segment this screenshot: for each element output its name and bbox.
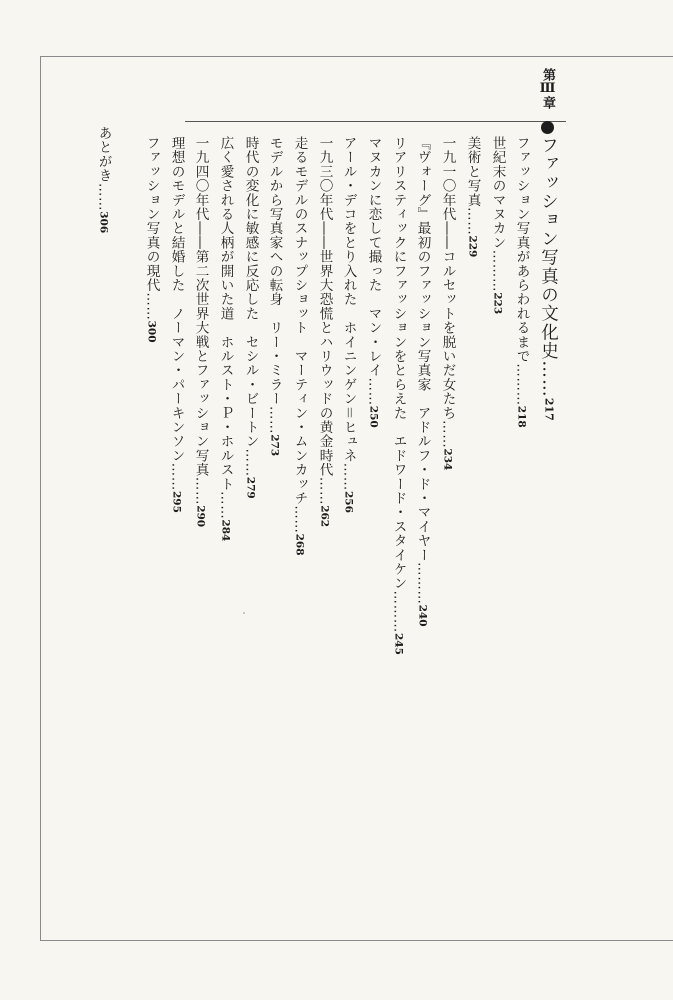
toc-entry[interactable]: [465, 136, 479, 257]
chapter-rule: [185, 121, 566, 122]
leader-dots: ……: [464, 207, 481, 236]
toc-entry[interactable]: [169, 136, 183, 513]
page-number: 245: [392, 633, 405, 655]
leader-dots: ………: [489, 249, 506, 293]
entry-title: 一九三〇年代――世界大恐慌とハリウッドの黄金時代: [316, 136, 333, 477]
paper-speck: [243, 612, 245, 614]
leader-dots: ……: [143, 292, 160, 321]
entry-title: 美術と写真: [464, 136, 481, 207]
leader-dots: ……: [340, 462, 357, 491]
leader-dots: ………: [513, 363, 530, 406]
entry-title: アール・デコをとり入れた ホイニンゲン＝ヒュネ: [340, 136, 357, 463]
entry-title: 理想のモデルと結婚した ノーマン・パーキンソン: [168, 136, 185, 463]
entry-title: ファッション写真の現代: [143, 136, 160, 293]
chapter-title-text: ファッション写真の文化史: [538, 136, 559, 361]
leader-dots: ……: [439, 420, 456, 449]
toc-afterword[interactable]: [96, 126, 110, 233]
left-rule: [40, 56, 41, 940]
page-number: 306: [97, 211, 110, 234]
toc-entry[interactable]: [144, 136, 158, 343]
page-number: 279: [244, 476, 257, 499]
page-number: 295: [170, 491, 183, 513]
leader-dots: ………: [414, 562, 431, 605]
chapter-title[interactable]: [539, 136, 557, 421]
entry-title: モデルから写真家への転身 リー・ミラー: [266, 136, 283, 406]
toc-entry[interactable]: [514, 136, 528, 428]
entry-title: 走るモデルのスナップショット マーティン・ムンカッチ: [291, 136, 308, 506]
page-number: 234: [441, 448, 454, 471]
page-number: 300: [145, 320, 158, 343]
page-number: 218: [515, 405, 528, 428]
page-number: 268: [293, 533, 306, 556]
toc-entry[interactable]: [193, 136, 207, 527]
leader-dots: ……: [316, 476, 333, 506]
page-number: 250: [367, 405, 380, 428]
toc-entry[interactable]: [415, 136, 429, 627]
leader-dots: ……: [242, 448, 259, 477]
bottom-rule: [40, 940, 673, 941]
page-number: 290: [194, 505, 207, 528]
toc-entry[interactable]: [317, 136, 331, 527]
entry-title: 広く愛される人柄が開いた道 ホルスト・Ｐ・ホルスト: [217, 136, 234, 491]
toc-entry[interactable]: [218, 136, 232, 541]
toc-entry[interactable]: [366, 136, 380, 428]
leader-dots: ……: [168, 462, 185, 491]
toc-entry[interactable]: [391, 136, 405, 655]
toc-entry[interactable]: [267, 136, 281, 456]
leader-dots: ……: [192, 476, 209, 506]
chapter-bullet-icon: [541, 121, 554, 134]
entry-title: 時代の変化に敏感に反応した セシル・ビートン: [242, 136, 259, 449]
chapter-number: 第Ⅲ章: [540, 68, 555, 109]
page-number: 217: [542, 397, 556, 421]
leader-dots: ……: [365, 377, 382, 406]
toc-entry[interactable]: [243, 136, 257, 499]
leader-dots: ……: [291, 505, 308, 534]
toc-entry[interactable]: [341, 136, 355, 513]
top-rule: [40, 56, 673, 57]
entry-title: 一九一〇年代――コルセットを脱いだ女たち: [439, 136, 456, 420]
page-number: 240: [416, 604, 429, 627]
page-number: 229: [466, 235, 479, 258]
toc-entry[interactable]: [490, 136, 504, 314]
page-number: 273: [268, 434, 281, 457]
leader-dots: ……: [95, 182, 112, 212]
entry-title: ファッション写真があらわれるまで: [513, 136, 530, 364]
leader-dots: ……: [217, 491, 234, 520]
entry-title: 一九四〇年代――第二次世界大戦とファッション写真: [192, 136, 209, 477]
page-number: 256: [342, 490, 355, 513]
entry-title: マヌカンに恋して撮った マン・レイ: [365, 136, 382, 378]
leader-dots: ……: [538, 360, 559, 398]
entry-title: 『ヴォーグ』最初のファッション写真家 アドルフ・ド・マイヤー: [414, 136, 431, 562]
page-number: 284: [219, 519, 232, 542]
entry-title: 世紀末のマヌカン: [489, 136, 506, 250]
page-number: 223: [491, 292, 504, 315]
leader-dots: ……: [266, 405, 283, 435]
leader-dots: ………: [390, 590, 407, 633]
entry-title: リアリスティックにファッションをとらえた エドワード・スタイケン: [390, 136, 407, 591]
toc-entry[interactable]: [440, 136, 454, 470]
afterword-title: あとがき: [95, 126, 112, 183]
page-number: 262: [318, 505, 331, 528]
toc-entry[interactable]: [292, 136, 306, 556]
